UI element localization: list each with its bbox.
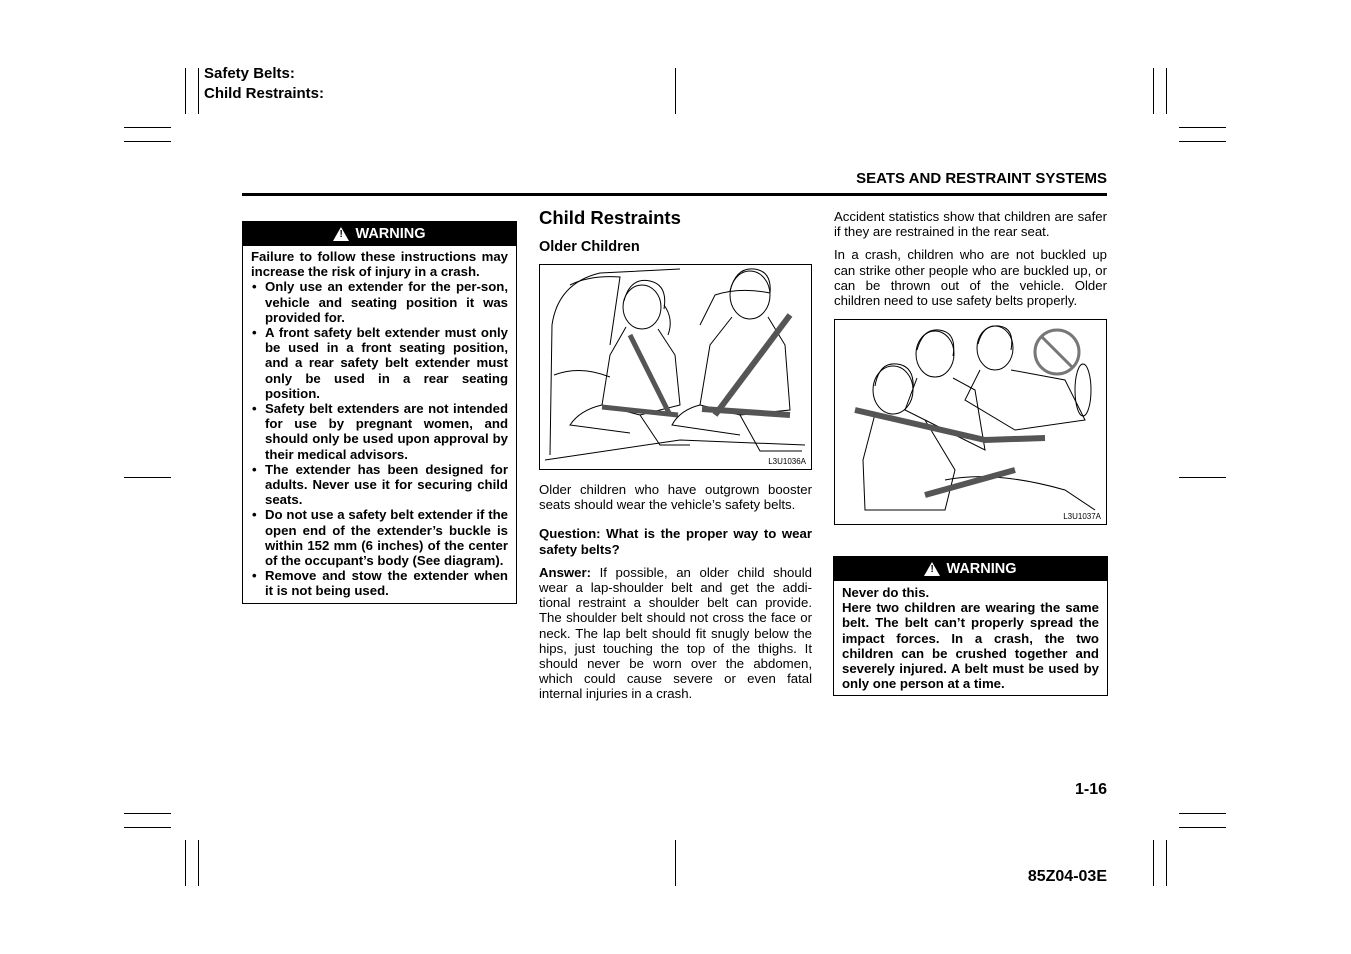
- corner-header: [204, 64, 324, 104]
- warning-list-item: • Do not use a safety belt extender if the open end of the extender’s buckle is within 152 mm (6 inches) of the center of the occupant’s body (See diagram).: [251, 507, 508, 568]
- document-code: 85Z04-03E: [1027, 868, 1107, 885]
- warning-header: [834, 557, 1107, 581]
- warning-body: [243, 246, 516, 603]
- question-paragraph: Question: What is the proper way to wear safety belts?: [539, 526, 812, 557]
- crop-mark: [1153, 840, 1154, 886]
- crop-mark: [675, 68, 676, 114]
- warning-list-item: • Remove and stow the extender when it is not being used.: [251, 568, 508, 598]
- crop-mark: [1179, 827, 1226, 828]
- warning-label: WARNING: [946, 561, 1017, 577]
- warning-list: [251, 279, 508, 598]
- body-paragraph: In a crash, children who are not buckled up can strike other people who are buckled up, or can be thrown out of the vehicle. Older children need to use safety belts properly.: [834, 247, 1107, 309]
- crop-mark: [1179, 127, 1226, 128]
- body-paragraph: Accident statistics show that children are safer if they are restrained in the rear seat.: [834, 209, 1107, 240]
- corner-header-line2: Child Restraints:: [204, 85, 325, 102]
- figure-two-children-one-belt: [834, 319, 1107, 525]
- answer-text: If possible, an older child should wear a lap-shoulder belt and get the addi-tional restraint a shoulder belt can provide. The shoulder belt should not cross the face or neck. The lap belt should fit snugly below the hips, just touching the top of the thighs. It should never be worn over the abdomen, which could cause severe or even fatal internal injuries in a crash.: [539, 564, 812, 702]
- crop-mark: [675, 840, 676, 886]
- figure-code: L3U1037A: [1063, 512, 1101, 522]
- section-heading: Child Restraints: [539, 207, 681, 228]
- crop-mark: [185, 840, 186, 886]
- crop-mark: [124, 141, 171, 142]
- warning-line: Never do this.: [842, 585, 930, 600]
- answer-paragraph: [539, 565, 812, 702]
- right-column: [834, 209, 1107, 525]
- warning-list-item: • Only use an extender for the per-son, vehicle and seating position it was provided for.: [251, 279, 508, 325]
- illustration-shared-belt: [835, 320, 1106, 524]
- main-column: [539, 207, 812, 716]
- warning-body: [834, 581, 1107, 695]
- section-title: SEATS AND RESTRAINT SYSTEMS: [856, 170, 1107, 187]
- crop-mark: [198, 840, 199, 886]
- warning-intro: Failure to follow these instructions may increase the risk of injury in a crash.: [251, 249, 508, 280]
- crop-mark: [124, 827, 171, 828]
- warning-list-item: • The extender has been designed for adults. Never use it for securing child seats.: [251, 462, 508, 508]
- warning-box: [833, 556, 1108, 696]
- crop-mark: [1179, 477, 1226, 478]
- warning-icon: !: [333, 227, 349, 241]
- crop-mark: [1179, 141, 1226, 142]
- warning-header: [243, 222, 516, 246]
- body-paragraph: Older children who have outgrown booster seats should wear the vehicle’s safety belts.: [539, 482, 812, 513]
- header-rule: [242, 193, 1107, 196]
- crop-mark: [1153, 68, 1154, 114]
- answer-label: Answer:: [539, 564, 592, 580]
- warning-label: WARNING: [355, 226, 426, 242]
- page-number: 1-16: [1074, 781, 1107, 798]
- crop-mark: [198, 68, 199, 114]
- warning-icon: !: [924, 562, 940, 576]
- figure-code: L3U1036A: [768, 457, 806, 466]
- warning-list-item: • A front safety belt extender must only be used in a front seating position, and a rear safety belt extender must only be used in a rear seating position.: [251, 325, 508, 401]
- corner-header-line1: Safety Belts:: [204, 65, 295, 82]
- crop-mark: [1179, 813, 1226, 814]
- crop-mark: [124, 813, 171, 814]
- warning-list-item: • Safety belt extenders are not intended for use by pregnant women, and should only be used upon approval by their medical advisors.: [251, 401, 508, 462]
- warning-box: [242, 221, 517, 604]
- crop-mark: [1166, 68, 1167, 114]
- warning-text: Here two children are wearing the same belt. The belt can’t properly spread the impact forces. In a crash, the two children can be crushed together and severely injured. A belt must be used by only one person at a time.: [842, 600, 1099, 692]
- figure-children-in-rear-seat: [539, 264, 812, 470]
- crop-mark: [1166, 840, 1167, 886]
- crop-mark: [124, 127, 171, 128]
- crop-mark: [185, 68, 186, 114]
- crop-mark: [124, 477, 171, 478]
- sub-heading: Older Children: [539, 239, 640, 255]
- illustration-children-belted: [540, 265, 811, 469]
